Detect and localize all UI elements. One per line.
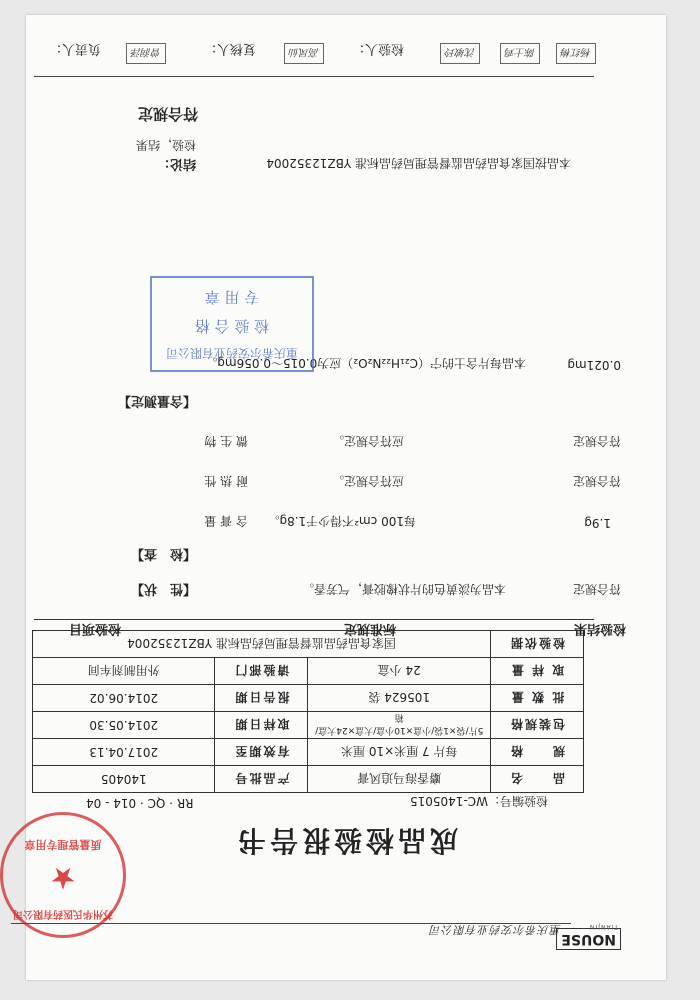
stamp-line-3: 专 用 章	[204, 288, 260, 306]
inspection-stamp-blue	[150, 276, 314, 372]
micro-result: 符合规定	[572, 434, 621, 448]
section-assay: 【含量测定】	[117, 393, 196, 408]
table-row	[33, 712, 584, 739]
info-label: 批 数 量	[491, 685, 584, 712]
basis-value: 国家食品药品监督管理局药品标准 YBZ12352004	[33, 631, 491, 658]
results-header-item: 检验项目	[68, 621, 121, 636]
character-standard: 本品为淡黄色的片状橡胶膏，气芳香。	[301, 582, 506, 596]
section-check: 【检 查】	[130, 546, 196, 561]
table-row	[33, 685, 584, 712]
character-result: 符合规定	[572, 582, 621, 596]
conclusion-text: 本品按国家食品药品监督管理局药品标准 YBZ12352004	[266, 156, 571, 170]
info-label: 产品批号	[215, 766, 308, 793]
glue-name: 含 膏 量	[204, 514, 248, 528]
product-info-table	[32, 630, 584, 793]
info-label: 取 样 量	[491, 658, 584, 685]
micro-standard: 应符合规定。	[331, 434, 404, 448]
info-value: 2014.05.30	[33, 712, 216, 739]
assay-standard: 本品每片含士的宁（C₂₁H₂₂N₂O₂）应为0.015～0.056mg。	[205, 356, 526, 370]
conclusion-text-2: 检验，结果	[136, 138, 197, 152]
info-value: 140405	[33, 766, 216, 793]
report-sheet	[13, 15, 666, 980]
results-header-standard: 标准规定	[343, 621, 396, 636]
report-title: 成品检验报告书	[234, 824, 459, 857]
company-logo: NOUSE	[556, 928, 621, 950]
table-row	[33, 739, 584, 766]
info-label: 有效期至	[215, 739, 308, 766]
info-value: 外用制剂车间	[33, 658, 216, 685]
heat-standard: 应符合规定。	[331, 474, 404, 488]
info-value: 麝香海马追风膏	[308, 766, 491, 793]
info-value: 5片/袋×1袋/小盒×10小盒/大盒×24大盒/箱	[308, 712, 491, 739]
info-label: 包装规格	[491, 712, 584, 739]
reviewer-signature: 高凤仙	[284, 43, 324, 64]
section-character: 【性 状】	[130, 581, 196, 596]
info-label: 规 格	[491, 739, 584, 766]
info-label: 报告日期	[215, 685, 308, 712]
conclusion-verdict: 符合规定	[137, 105, 198, 123]
heat-name: 耐 热 性	[204, 474, 248, 488]
signature-divider	[34, 76, 594, 77]
seal-text: 苏州华氏医药有限公司	[13, 908, 113, 919]
reviewer-label: 复核人：	[203, 41, 256, 56]
report-number: 检验编号：WC-1405015	[409, 794, 548, 808]
table-row	[33, 766, 584, 793]
responsible-label: 负责人：	[48, 41, 101, 56]
inspector-signature-3: 杨红梅	[556, 43, 596, 64]
results-header-result: 检验结果	[573, 621, 626, 636]
info-value: 2014.06.02	[33, 685, 216, 712]
stamp-line-1: 重庆希尔安药业有限公司	[166, 346, 299, 360]
glue-standard: 每100 cm²不得少于1.8g。	[267, 514, 416, 528]
stamp-line-2: 检 验 合 格	[194, 317, 270, 335]
inspector-label: 检验人：	[351, 41, 404, 56]
inspector-signature-2: 陈士鸡	[500, 43, 540, 64]
micro-name: 微 生 物	[204, 434, 248, 448]
heat-result: 符合规定	[572, 474, 621, 488]
info-value: 105624 袋	[308, 685, 491, 712]
seal-text-2: 质量管理专用章	[24, 838, 102, 851]
basis-label: 检验依据	[491, 631, 584, 658]
conclusion-label: 结论：	[156, 156, 196, 171]
assay-result: 0.021mg	[567, 358, 621, 372]
info-label: 品 名	[491, 766, 584, 793]
glue-result: 1.9g	[584, 516, 611, 530]
info-value: 每片 7 厘米×10 厘米	[308, 739, 491, 766]
responsible-signature: 曾润泽	[126, 43, 166, 64]
info-label: 请验部门	[215, 658, 308, 685]
inspector-signature-1: 沈敏玲	[440, 43, 480, 64]
company-logo-sub: TIANJIN	[588, 923, 618, 930]
company-name: 重庆希尔安药业有限公司	[429, 923, 561, 936]
info-value: 2017.04.13	[33, 739, 216, 766]
info-label: 取样日期	[215, 712, 308, 739]
table-row	[33, 658, 584, 685]
document-code: RR · QC · 014 - 04	[86, 796, 194, 810]
star-icon: ★	[49, 860, 77, 895]
info-value: 24 小盒	[308, 658, 491, 685]
